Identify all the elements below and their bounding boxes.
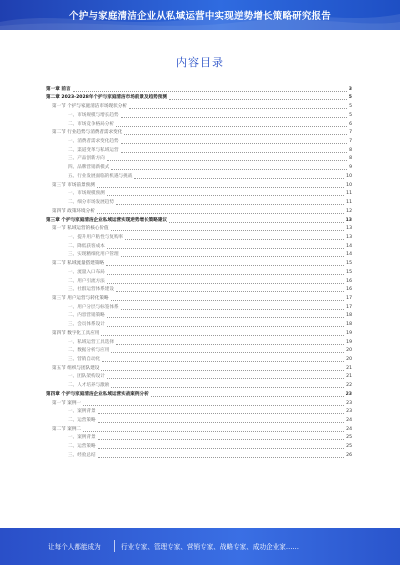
toc-entry-page: 8 bbox=[349, 147, 352, 153]
toc-entry-page: 13 bbox=[346, 226, 352, 232]
toc-leader-dots bbox=[107, 195, 344, 196]
toc-leader-dots bbox=[101, 335, 344, 336]
toc-entry-page: 12 bbox=[346, 208, 352, 214]
toc-entry-page: 5 bbox=[349, 112, 352, 118]
toc-entry-page: 25 bbox=[346, 444, 352, 450]
toc-entry-page: 15 bbox=[346, 261, 352, 267]
toc-entry-label: 第一节 个护与家庭清洁市场现状分析 bbox=[52, 104, 127, 110]
toc-leader-dots bbox=[97, 187, 344, 188]
footer-banner bbox=[0, 528, 400, 565]
toc-entry-label: 一、提升用户粘性与复购率 bbox=[68, 234, 124, 240]
toc-entry-label: 二、市场竞争格局分析 bbox=[68, 121, 114, 127]
toc-entry[interactable] bbox=[46, 267, 352, 276]
toc-leader-dots bbox=[111, 300, 345, 301]
toc-entry-page: 23 bbox=[346, 400, 352, 406]
toc-entry-label: 第四章 个护与家庭清洁企业私域运营实战案例分析 bbox=[46, 391, 149, 397]
toc-entry[interactable] bbox=[46, 180, 352, 189]
toc-entry[interactable] bbox=[46, 215, 352, 224]
toc-leader-dots bbox=[121, 309, 345, 310]
footer-slogan-left: 让每个人都能成为 bbox=[48, 543, 101, 551]
toc-entry[interactable] bbox=[46, 293, 352, 302]
toc-entry-page: 11 bbox=[346, 191, 352, 197]
toc-entry[interactable] bbox=[46, 119, 352, 128]
toc-leader-dots bbox=[121, 117, 348, 118]
toc-entry[interactable] bbox=[46, 380, 352, 389]
toc-leader-dots bbox=[107, 283, 344, 284]
toc-leader-dots bbox=[121, 256, 345, 257]
toc-entry[interactable] bbox=[46, 145, 352, 154]
toc-entry-page: 19 bbox=[346, 330, 352, 336]
toc-leader-dots bbox=[101, 370, 344, 371]
toc-leader-dots bbox=[111, 352, 344, 353]
toc-entry[interactable] bbox=[46, 241, 352, 250]
toc-entry[interactable] bbox=[46, 407, 352, 416]
toc-entry-page: 25 bbox=[346, 435, 352, 441]
toc-entry-page: 19 bbox=[346, 339, 352, 345]
toc-leader-dots bbox=[73, 91, 347, 92]
toc-entry-label: 第一章 前言 bbox=[46, 86, 71, 92]
toc-entry-page: 9 bbox=[349, 165, 352, 171]
toc-entry-label: 第五节 组织与团队建设 bbox=[52, 365, 100, 371]
toc-entry-page: 18 bbox=[346, 313, 352, 319]
toc-entry[interactable] bbox=[46, 415, 352, 424]
toc-leader-dots bbox=[111, 169, 347, 170]
toc-leader-dots bbox=[98, 439, 345, 440]
toc-entry[interactable] bbox=[46, 101, 352, 110]
toc-entry[interactable] bbox=[46, 224, 352, 233]
toc-entry-page: 24 bbox=[346, 418, 352, 424]
toc-entry-page: 14 bbox=[346, 243, 352, 249]
toc-entry[interactable] bbox=[46, 311, 352, 320]
toc-entry-page: 26 bbox=[346, 452, 352, 458]
toc-leader-dots bbox=[169, 99, 347, 100]
toc-entry-page: 5 bbox=[349, 104, 352, 110]
toc-leader-dots bbox=[116, 291, 344, 292]
toc-leader-dots bbox=[116, 204, 344, 205]
toc-entry-label: 一、流量入口布局 bbox=[68, 269, 105, 275]
toc-leader-dots bbox=[83, 405, 344, 406]
toc-entry[interactable] bbox=[46, 128, 352, 137]
toc-entry-label: 三、会员体系设计 bbox=[68, 322, 105, 328]
toc-entry-page: 7 bbox=[349, 139, 352, 145]
toc-leader-dots bbox=[107, 317, 344, 318]
toc-entry[interactable] bbox=[46, 154, 352, 163]
toc-entry[interactable] bbox=[46, 250, 352, 259]
toc-entry-label: 第三节 市场前景预测 bbox=[52, 182, 95, 188]
report-title: 个护与家庭清洁企业从私域运营中实现逆势增长策略研究报告 bbox=[69, 11, 331, 22]
toc-entry-label: 第二节 私域流量搭建策略 bbox=[52, 261, 104, 267]
toc-entry-label: 第二节 行业趋势与消费者需求变化 bbox=[52, 130, 123, 136]
toc-leader-dots bbox=[124, 134, 347, 135]
toc-leader-dots bbox=[169, 222, 344, 223]
toc-entry[interactable] bbox=[46, 363, 352, 372]
toc-entry-label: 第三章 个护与家庭清洁企业私域运营实现逆势增长策略建议 bbox=[46, 217, 168, 223]
toc-entry-label: 四、品牌营销新模式 bbox=[68, 165, 110, 171]
toc-entry-label: 三、产品创新方向 bbox=[68, 156, 105, 162]
toc-entry-label: 三、社群运营体系建设 bbox=[68, 287, 114, 293]
toc-entry-page: 3 bbox=[348, 86, 352, 92]
toc-leader-dots bbox=[98, 457, 345, 458]
toc-leader-dots bbox=[107, 248, 344, 249]
toc-entry-label: 三、实现精细化用户管理 bbox=[68, 252, 119, 258]
toc-entry-label: 二、运营策略 bbox=[68, 418, 96, 424]
toc-entry[interactable] bbox=[46, 84, 352, 93]
toc-entry-page: 16 bbox=[346, 278, 352, 284]
toc-entry-label: 第四节 数字化工具应用 bbox=[52, 330, 100, 336]
toc-entry-label: 五、行业发展面临的机遇与挑战 bbox=[68, 173, 133, 179]
toc-entry-page: 20 bbox=[346, 348, 352, 354]
toc-entry-label: 二、内容营销策略 bbox=[68, 313, 105, 319]
toc-entry[interactable] bbox=[46, 346, 352, 355]
toc-entry-page: 22 bbox=[346, 383, 352, 389]
toc-entry[interactable] bbox=[46, 319, 352, 328]
toc-entry[interactable] bbox=[46, 354, 352, 363]
toc-entry-page: 8 bbox=[349, 156, 352, 162]
toc-leader-dots bbox=[107, 274, 344, 275]
toc-entry[interactable] bbox=[46, 110, 352, 119]
toc-leader-dots bbox=[98, 448, 345, 449]
toc-entry-label: 二、用户引流方法 bbox=[68, 278, 105, 284]
toc-entry-label: 一、私域运营工具选择 bbox=[68, 339, 114, 345]
toc-leader-dots bbox=[121, 152, 348, 153]
toc-entry[interactable] bbox=[46, 232, 352, 241]
toc-entry[interactable] bbox=[46, 189, 352, 198]
toc-leader-dots bbox=[111, 387, 344, 388]
toc-entry[interactable] bbox=[46, 285, 352, 294]
toc-leader-dots bbox=[106, 265, 344, 266]
toc-leader-dots bbox=[97, 213, 344, 214]
toc-leader-dots bbox=[134, 178, 344, 179]
toc-entry-page: 16 bbox=[346, 287, 352, 293]
toc-leader-dots bbox=[98, 413, 345, 414]
toc-entry-label: 二、数据分析与应用 bbox=[68, 348, 110, 354]
footer-slogan-right: 行业专家、管理专家、营销专家、战略专家、成功企业家…… bbox=[121, 543, 300, 551]
toc-entry-label: 一、市场规模预测 bbox=[68, 191, 105, 197]
toc-entry[interactable] bbox=[46, 206, 352, 215]
toc-leader-dots bbox=[129, 108, 347, 109]
toc-entry-page: 23 bbox=[345, 391, 352, 397]
toc-entry-page: 11 bbox=[346, 200, 352, 206]
toc-entry-label: 二、人才培养与激励 bbox=[68, 383, 110, 389]
toc-leader-dots bbox=[121, 143, 348, 144]
toc-entry-label: 第一节 案例一 bbox=[52, 400, 82, 406]
toc-entry-page: 10 bbox=[346, 182, 352, 188]
toc-entry[interactable] bbox=[46, 171, 352, 180]
header-banner bbox=[0, 0, 400, 30]
toc-entry-label: 二、渠道变革与私域运营 bbox=[68, 147, 119, 153]
toc-entry[interactable] bbox=[46, 337, 352, 346]
toc-entry[interactable] bbox=[46, 398, 352, 407]
footer-divider bbox=[114, 540, 115, 552]
toc-leader-dots bbox=[111, 230, 345, 231]
toc-entry-page: 7 bbox=[349, 130, 352, 136]
toc-entry[interactable] bbox=[46, 302, 352, 311]
toc-leader-dots bbox=[116, 126, 347, 127]
toc-leader-dots bbox=[107, 326, 344, 327]
toc-leader-dots bbox=[107, 160, 347, 161]
toc-entry[interactable] bbox=[46, 450, 352, 459]
toc-entry[interactable] bbox=[46, 328, 352, 337]
toc-entry-label: 一、团队架构设计 bbox=[68, 374, 105, 380]
toc-entry[interactable] bbox=[46, 93, 352, 102]
toc-entry[interactable] bbox=[46, 372, 352, 381]
toc-entry-page: 10 bbox=[346, 173, 352, 179]
toc-entry[interactable] bbox=[46, 276, 352, 285]
toc-entry-label: 第二节 案例二 bbox=[52, 426, 82, 432]
toc-entry-page: 20 bbox=[346, 357, 352, 362]
toc-heading: 内容目录 bbox=[176, 56, 224, 69]
toc-entry-label: 第一节 私域运营的核心价值 bbox=[52, 226, 109, 232]
toc-entry-page: 6 bbox=[349, 121, 352, 127]
toc-entry-page: 13 bbox=[345, 217, 352, 223]
toc-entry-page: 14 bbox=[346, 252, 352, 258]
toc-entry-label: 一、案例背景 bbox=[68, 435, 96, 441]
toc-entry-label: 第三节 用户运营与转化策略 bbox=[52, 295, 109, 301]
toc-entry-page: 17 bbox=[346, 295, 352, 301]
toc-entry-page: 21 bbox=[346, 365, 352, 371]
toc-entry-page: 24 bbox=[346, 426, 352, 432]
toc-leader-dots bbox=[116, 344, 344, 345]
toc-entry[interactable] bbox=[46, 162, 352, 171]
toc-entry-page: 5 bbox=[348, 95, 352, 101]
toc-leader-dots bbox=[125, 239, 344, 240]
toc-entry-page: 15 bbox=[346, 269, 352, 275]
toc-leader-dots bbox=[102, 361, 344, 362]
toc-entry[interactable] bbox=[46, 136, 352, 145]
toc-leader-dots bbox=[98, 422, 345, 423]
toc-entry-page: 13 bbox=[346, 234, 352, 240]
toc-entry-page: 18 bbox=[346, 322, 352, 328]
table-of-contents bbox=[46, 84, 352, 459]
toc-entry[interactable] bbox=[46, 258, 352, 267]
toc-entry-label: 一、用户分层与标签体系 bbox=[68, 304, 119, 310]
toc-entry[interactable] bbox=[46, 441, 352, 450]
toc-entry-label: 二、细分市场发展趋势 bbox=[68, 200, 114, 206]
toc-entry-label: 一、消费者需求变化趋势 bbox=[68, 139, 119, 145]
toc-entry-label: 三、营销自动化 bbox=[68, 357, 101, 362]
toc-leader-dots bbox=[151, 396, 344, 397]
toc-entry-page: 23 bbox=[346, 409, 352, 415]
toc-entry-label: 一、市场规模与增长趋势 bbox=[68, 112, 119, 118]
toc-leader-dots bbox=[107, 378, 344, 379]
toc-entry-label: 第四节 政策环境分析 bbox=[52, 208, 95, 214]
toc-entry[interactable] bbox=[46, 197, 352, 206]
toc-entry-label: 二、降低获客成本 bbox=[68, 243, 105, 249]
toc-entry[interactable] bbox=[46, 389, 352, 398]
toc-entry-label: 第二章 2023-2028年个护与家庭清洁市场前景及趋势预测 bbox=[46, 95, 167, 101]
toc-entry-page: 17 bbox=[346, 304, 352, 310]
toc-entry[interactable] bbox=[46, 433, 352, 442]
toc-entry-label: 二、运营策略 bbox=[68, 444, 96, 450]
toc-leader-dots bbox=[83, 431, 344, 432]
toc-entry-page: 21 bbox=[346, 374, 352, 380]
toc-entry-label: 三、经验总结 bbox=[68, 452, 96, 458]
toc-entry[interactable] bbox=[46, 424, 352, 433]
toc-entry-label: 一、案例背景 bbox=[68, 409, 96, 415]
